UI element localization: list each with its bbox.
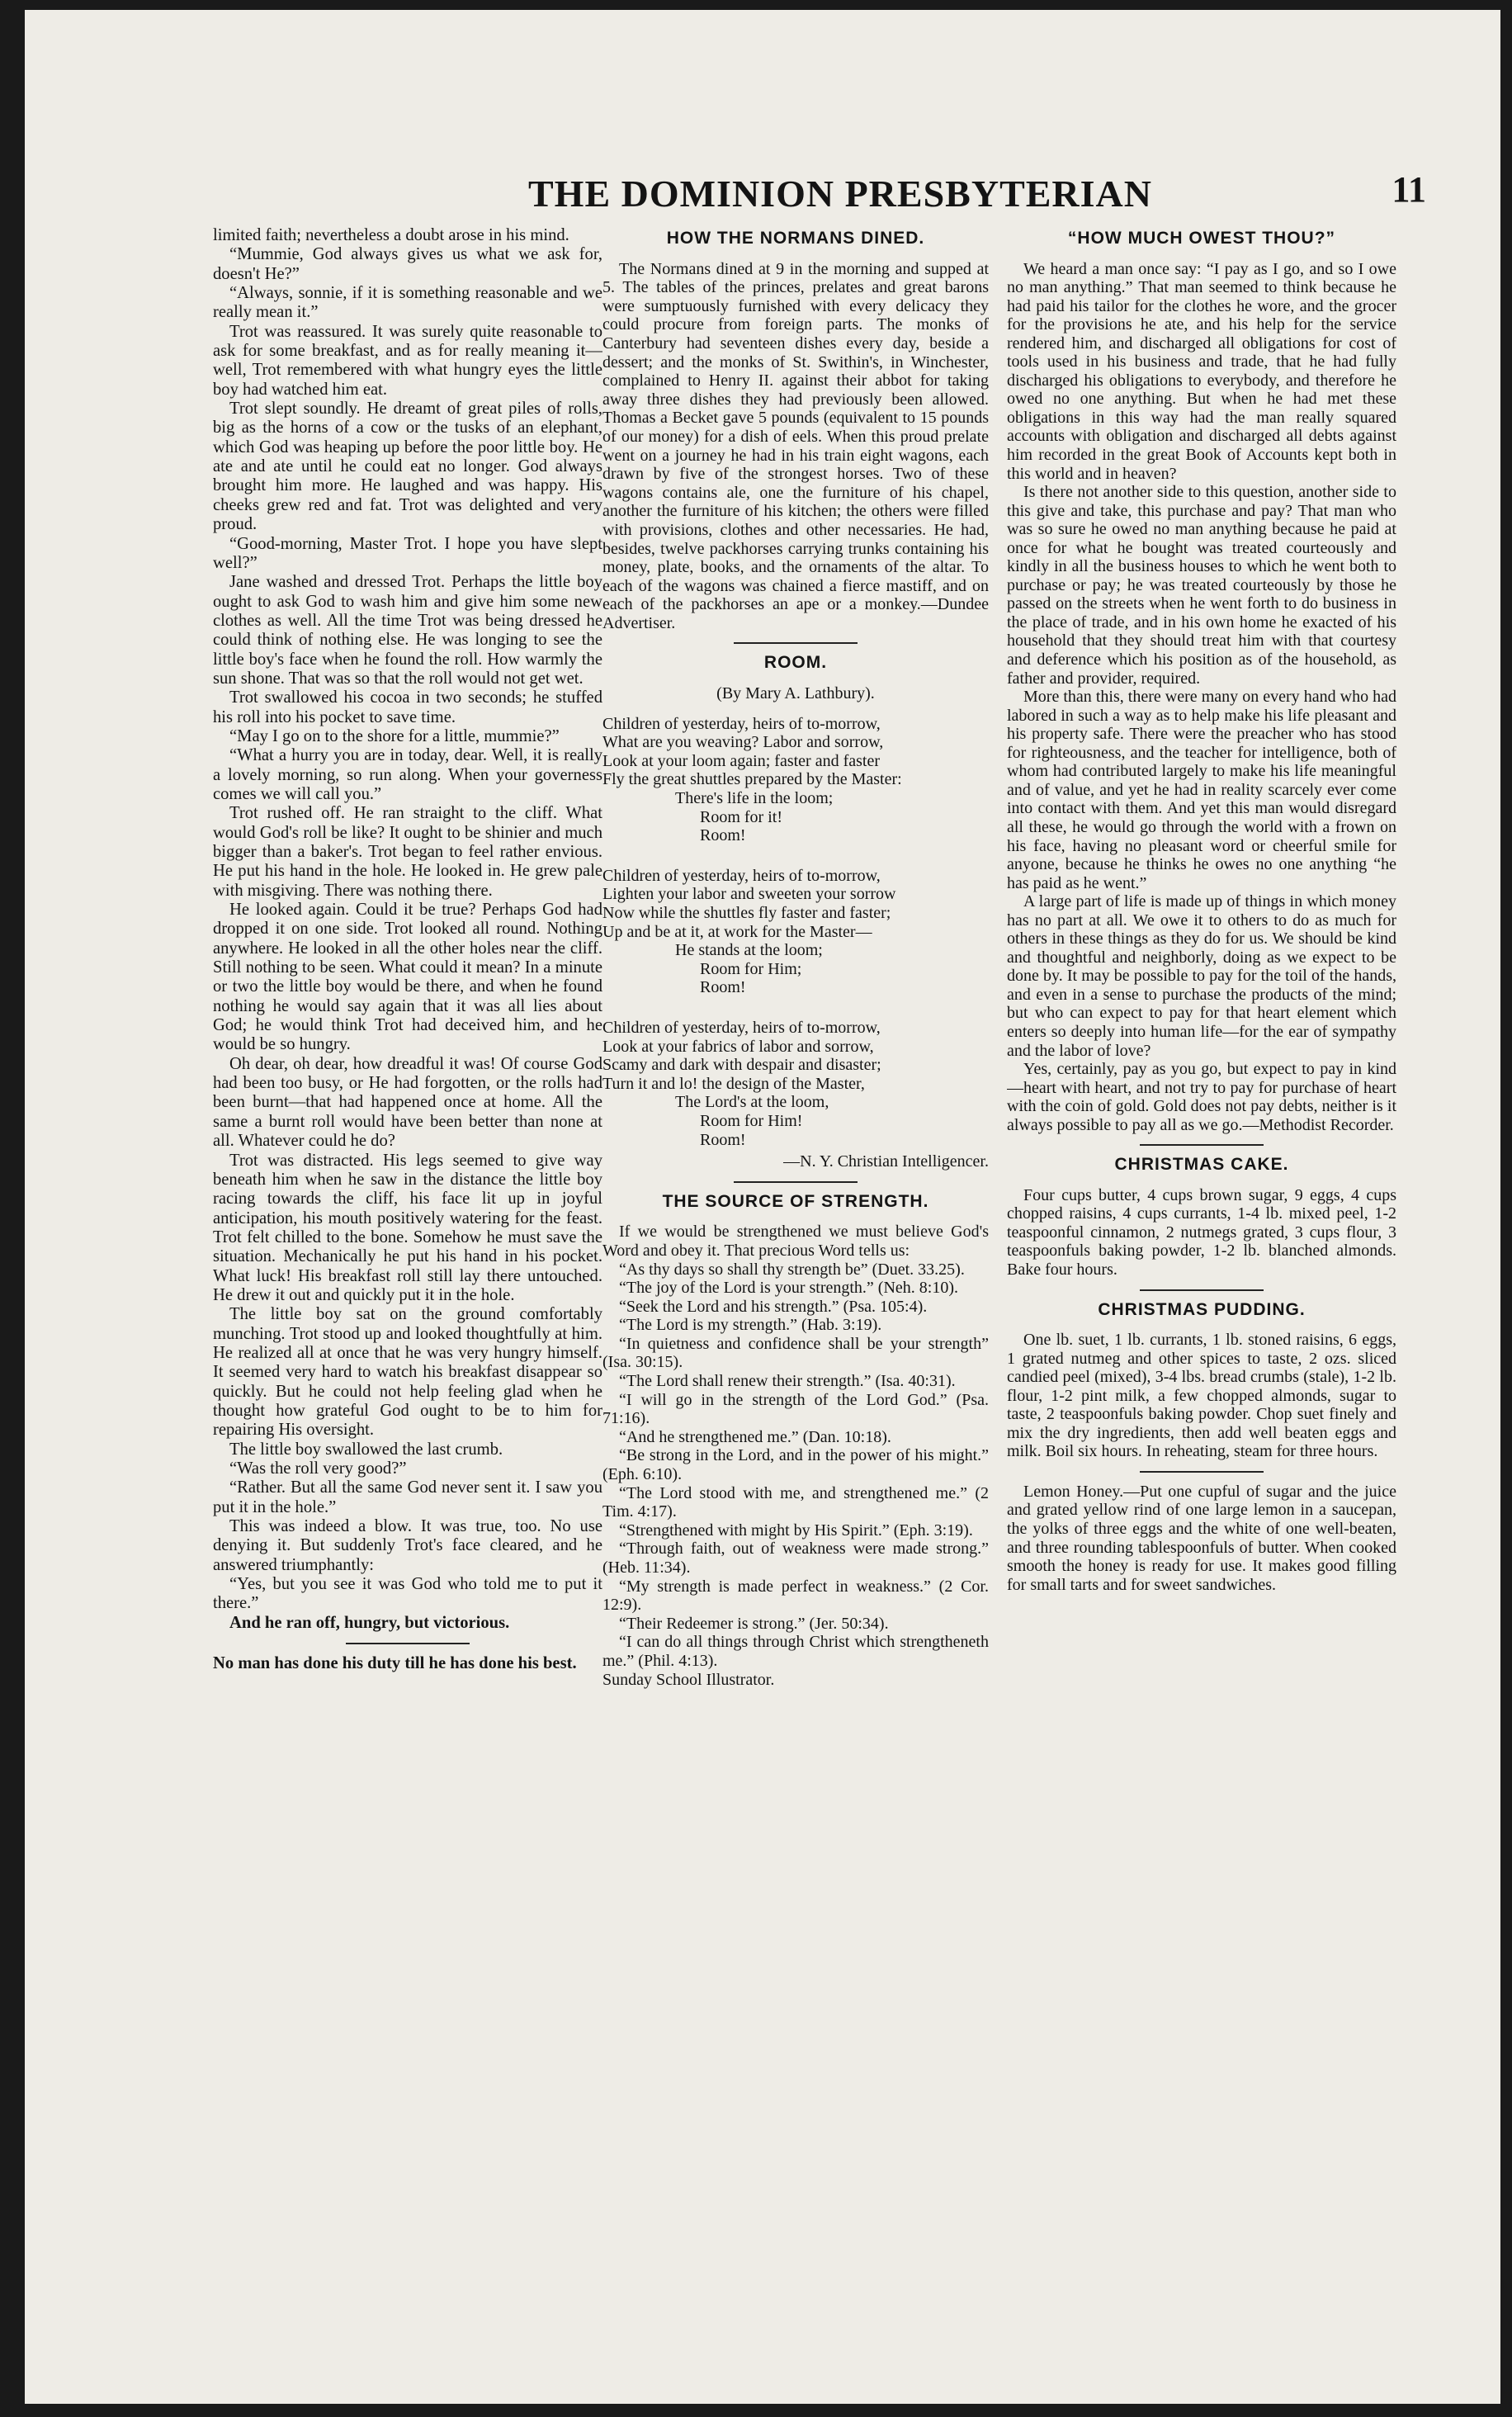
divider (346, 1643, 470, 1644)
story-paragraph: The little boy sat on the ground comfortably munching. Trot stood up and looked thoughtfully at him. He realized all at once that he was very hungry himself. It seemed very hard to watch his breakfast disappear so quickly. But he could not help feeling glad when he thought how grateful God ought to be to him for repairing His oversight. (213, 1305, 602, 1440)
poem-line: Scamy and dark with despair and disaster; (602, 1056, 881, 1075)
strength-paragraph: “I can do all things through Christ which strengtheneth me.” (Phil. 4:13). (602, 1633, 989, 1670)
story-paragraph: This was indeed a blow. It was true, too. No use denying it. But suddenly Trot's face cleared, and he answered triumphantly: (213, 1517, 602, 1574)
masthead: THE DOMINION PRESBYTERIAN (528, 173, 1152, 215)
poem-refrain: Room for it! (700, 807, 782, 826)
poem-line: Now while the shuttles fly faster and faster; (602, 904, 891, 922)
page-number: 11 (1392, 169, 1426, 210)
article-title-normans: HOW THE NORMANS DINED. (666, 229, 925, 248)
story-paragraph: Jane washed and dressed Trot. Perhaps the little boy ought to ask God to wash him and give him some new clothes as well. All the time Trot was being dressed he could think of nothing else. He was longing to see the little boy's face when he found the roll. How warmly the sun shone. That was so that the roll would not get wet. (213, 573, 602, 688)
divider (734, 1181, 858, 1183)
divider (734, 642, 858, 644)
story-paragraph: “Was the roll very good?” (229, 1459, 407, 1478)
story-paragraph: “Good-morning, Master Trot. I hope you have slept well?” (213, 534, 602, 572)
story-paragraph: “Rather. But all the same God never sent it. I saw you put it in the hole.” (213, 1478, 602, 1516)
page-header (25, 168, 1500, 218)
recipe-pudding: One lb. suet, 1 lb. currants, 1 lb. stoned raisins, 6 eggs, 1 grated nutmeg and other spices to taste, 2 ozs. sliced candied peel (mixed), 3-4 lbs. bread crumbs (stale), 1-2 lb. flour, 1-2 pint milk, a few chopped almonds, sugar to taste, 2 teaspoonfuls baking powder. Chop suet finely and mix the dry ingredients, then add well beaten eggs and milk. Boil six hours. In reheating, steam for three hours. (1007, 1331, 1396, 1461)
strength-paragraph: If we would be strengthened we must believe God's Word and obey it. That precious Word tells us: (602, 1223, 989, 1260)
poem-title-room: ROOM. (763, 653, 828, 673)
poem-credit: —N. Y. Christian Intelligencer. (783, 1152, 989, 1171)
poem-refrain: There's life in the loom; (675, 789, 834, 808)
story-paragraph: Trot rushed off. He ran straight to the cliff. What would God's roll be like? It ought to be shinier and much bigger than a baker's. Trot began to feel rather envious. He put his hand in the hole. He looked in. He grew pale with misgiving. There was nothing there. (213, 804, 602, 900)
article-body-normans: The Normans dined at 9 in the morning and supped at 5. The tables of the princes, prelates and great barons were sumptuously furnished with every delicacy they could procure from foreign parts. The monks of Canterbury had seventeen dishes every day, beside a dessert; and the monks of St. Swithin's, in Winchester, complained to Henry II. against their abbot for taking away three dishes they had previously been allowed. Thomas a Becket gave 5 pounds (equivalent to 15 pounds of our money) for a dish of eels. When this proud prelate went on a journey he had in his train eight wagons, each drawn by five of the strongest horses. Two of these wagons contains ale, one the furniture of his chapel, another the furniture of his kitchen; the others were filled with provisions, clothes and other necessaries. He had, besides, twelve packhorses carrying trunks containing his money, plate, books, and the ornaments of the altar. To each of the wagons was chained a fierce mastiff, and on each of the packhorses an ape or a monkey.—Dundee Advertiser. (602, 259, 989, 632)
poem-stanza-2 (602, 867, 989, 997)
recipe-title-cake: CHRISTMAS CAKE. (1114, 1155, 1289, 1175)
poem-byline: (By Mary A. Lathbury). (716, 684, 875, 703)
strength-credit: Sunday School Illustrator. (602, 1670, 775, 1689)
poem-stanza-1 (602, 715, 989, 845)
story-paragraph: Oh dear, oh dear, how dreadful it was! Of course God had been too busy, or He had forgotten, or the rolls had been burnt—that had happened once at home. All the same a burnt roll would have been better than none at all. Whatever could he do? (213, 1054, 602, 1151)
owest-paragraph: More than this, there were many on every hand who had labored in such a way as to help make his life pleasant and his property safe. There were the preacher who has stood for righteousness, and the teacher for intelligence, both of whom had contributed largely to make his life meaningful and of value, and yet he had in reality scarcely ever come into contact with them. And yet this man would disregard all these, he would go through the world with a frown on his face, having no pleasant word or cheerful smile for anyone, because he thinks he owes no one anything “he has paid as he went.” (1007, 688, 1396, 892)
poem-line: Children of yesterday, heirs of to-morrow, (602, 714, 881, 733)
story-paragraph: Trot was distracted. His legs seemed to give way beneath him when he saw in the distance the little boy racing towards the cliff, his face lit up in joyful anticipation, his mouth positively watering for the feast. Trot felt chilled to the bone. Somehow he must save the situation. Mechanically he put his hand in his pocket. What luck! His breakfast roll still lay there untouched. He drew it out and quickly put it in the hole. (213, 1151, 602, 1304)
poem-line: Lighten your labor and sweeten your sorrow (602, 885, 896, 904)
poem-refrain: The Lord's at the loom, (675, 1093, 829, 1112)
poem-line: Turn it and lo! the design of the Master, (602, 1074, 865, 1093)
strength-paragraph: “In quietness and confidence shall be your strength” (Isa. 30:15). (602, 1334, 989, 1372)
owest-paragraph: Yes, certainly, pay as you go, but expect to pay in kind—heart with heart, and not try to pay for purchase of heart with the coin of gold. Gold does not pay debts, neither is it always possible to pay all as we go.—Methodist Recorder. (1007, 1060, 1396, 1134)
divider (1140, 1144, 1264, 1146)
story-paragraph: And he ran off, hungry, but victorious. (229, 1613, 510, 1632)
strength-paragraph: “Seek the Lord and his strength.” (Psa. 105:4). (619, 1297, 928, 1316)
closing-maxim: No man has done his duty till he has done his best. (213, 1654, 577, 1673)
owest-paragraph: Is there not another side to this question, another side to this give and take, this purchase and pay? That man who was so sure he owed no man anything because he paid at once for what he bought was treated courteously and kindly in all the business houses to which he went both to purchase or pay; he was treated courteously by those he passed on the streets when he went forth to do business in the place of trade, and in his own home he exacted of his household that they should treat him with that courtesy and deference which his position as of the household, as father and provider, required. (1007, 483, 1396, 688)
strength-paragraph: “Through faith, out of weakness were made strong.” (Heb. 11:34). (602, 1540, 989, 1577)
poem-refrain: Room for Him! (700, 1111, 803, 1130)
story-paragraph: Trot slept soundly. He dreamt of great piles of rolls, big as the horns of a cow or the tusks of an elephant, which God was heaping up before the poor little boy. He ate and ate until he could eat no longer. God always brought him more. He laughed and was happy. His cheeks grew red and fat. Trot was delighted and very proud. (213, 400, 602, 534)
poem-line: Children of yesterday, heirs of to-morrow, (602, 866, 881, 885)
strength-paragraph: “And he strengthened me.” (Dan. 10:18). (619, 1427, 891, 1446)
strength-paragraph: “The Lord is my strength.” (Hab. 3:19). (619, 1316, 882, 1335)
story-paragraph: “Mummie, God always gives us what we ask for, doesn't He?” (213, 245, 602, 283)
owest-paragraph: We heard a man once say: “I pay as I go, and so I owe no man anything.” That man seemed to think because he had paid his tailor for the clothes he wore, and the grocer for the provisions he ate, and his help for the service rendered him, and discharged all obligations for cost of tools used in his business and trade, that he had fully discharged his obligations to everybody, and therefore he owed no one anything. But when he had met these obligations in this way had the man really squared accounts with obligation and discharged all debts against him recorded in the great Book of Accounts kept both in this world and in heaven? (1007, 259, 1396, 483)
divider (1140, 1471, 1264, 1473)
story-paragraph: “Yes, but you see it was God who told me to put it there.” (213, 1575, 602, 1613)
strength-paragraph: “Be strong in the Lord, and in the power of his might.” (Eph. 6:10). (602, 1446, 989, 1484)
strength-paragraph: “Their Redeemer is strong.” (Jer. 50:34). (619, 1614, 889, 1633)
owest-paragraph: A large part of life is made up of things in which money has no part at all. We owe it to others to do as much for others in these things as they do for us. We should be kind and thoughtful and neighborly, doing as we expect to be done by. It may be possible to pay for the toil of the hands, and even in a sense to purchase the products of the mind; but who can expect to pay for that heart element which enters so deeply into human life—for the ear of sympathy and the labor of love? (1007, 892, 1396, 1060)
recipe-lemon-honey: Lemon Honey.—Put one cupful of sugar and the juice and grated yellow rind of one large lemon in a saucepan, the yolks of three eggs and the white of one well-beaten, and three rounding tablespoonfuls of butter. When cooked smooth the honey is ready for use. It makes good filling for small tarts and for sweet sandwiches. (1007, 1482, 1396, 1594)
column-3 (1007, 226, 1396, 2323)
recipe-cake: Four cups butter, 4 cups brown sugar, 9 eggs, 4 cups chopped raisins, 4 cups currants, 1-4 lb. mixed peel, 1-2 teaspoonful cinnamon, 2 nutmegs grated, 3 cups flour, 3 teaspoonfuls baking powder, 1-2 lb. blanched almonds. Bake four hours. (1007, 1185, 1396, 1279)
poem-stanza-3 (602, 1019, 989, 1149)
story-paragraph: He looked again. Could it be true? Perhaps God had dropped it on one side. Trot looked all round. Nothing anywhere. He looked in all the other holes near the cliff. Still nothing to be seen. What could it mean? In a minute or two the little boy would be there, and when he found nothing he would say again that it was all lies about God; he would think Trot had deceived him, and he would be so hungry. (213, 901, 602, 1054)
poem-refrain: Room for Him; (700, 959, 802, 978)
story-paragraph: Trot was reassured. It was surely quite reasonable to ask for some breakfast, and as for really meaning it—well, Trot remembered with what hungry eyes the little boy had watched him eat. (213, 322, 602, 399)
article-title-strength: THE SOURCE OF STRENGTH. (662, 1191, 929, 1211)
poem-line: Look at your loom again; faster and faster (602, 751, 880, 770)
strength-paragraph: “My strength is made perfect in weakness.” (2 Cor. 12:9). (602, 1577, 989, 1615)
story-paragraph: “Always, sonnie, if it is something reasonable and we really mean it.” (213, 284, 602, 322)
recipe-title-pudding: CHRISTMAS PUDDING. (1098, 1299, 1306, 1319)
divider (1140, 1289, 1264, 1291)
strength-paragraph: “The Lord shall renew their strength.” (Isa. 40:31). (619, 1372, 956, 1391)
poem-refrain: Room! (700, 978, 746, 997)
story-paragraph: The little boy swallowed the last crumb. (229, 1440, 503, 1459)
strength-paragraph: “Strengthened with might by His Spirit.” (Eph. 3:19). (619, 1521, 973, 1540)
poem-line: Up and be at it, at work for the Master— (602, 922, 872, 941)
poem-refrain: He stands at the loom; (675, 941, 823, 960)
strength-paragraph: “The Lord stood with me, and strengthened me.” (2 Tim. 4:17). (602, 1483, 989, 1521)
poem-refrain: Room! (700, 1130, 746, 1149)
poem-line: Children of yesterday, heirs of to-morrow, (602, 1018, 881, 1037)
article-title-owest: “HOW MUCH OWEST THOU?” (1067, 229, 1336, 248)
strength-paragraph: “As thy days so shall thy strength be” (Duet. 33.25). (619, 1260, 965, 1279)
column-1 (213, 226, 602, 2323)
column-2 (602, 226, 989, 2323)
poem-line: Fly the great shuttles prepared by the Master: (602, 770, 902, 789)
newspaper-page (25, 10, 1500, 2404)
poem-refrain: Room! (700, 826, 746, 845)
story-paragraph: Trot swallowed his cocoa in two seconds; he stuffed his roll into his pocket to save time. (213, 688, 602, 726)
story-paragraph: limited faith; nevertheless a doubt arose in his mind. (213, 226, 569, 244)
story-paragraph: “May I go on to the shore for a little, mummie?” (229, 726, 560, 745)
strength-paragraph: “I will go in the strength of the Lord God.” (Psa. 71:16). (602, 1390, 989, 1428)
strength-paragraph: “The joy of the Lord is your strength.” (Neh. 8:10). (619, 1279, 959, 1298)
poem-line: What are you weaving? Labor and sorrow, (602, 733, 884, 752)
poem-line: Look at your fabrics of labor and sorrow, (602, 1037, 874, 1056)
story-paragraph: “What a hurry you are in today, dear. Well, it is really a lovely morning, so run along. When your governess comes we will call you.” (213, 746, 602, 803)
